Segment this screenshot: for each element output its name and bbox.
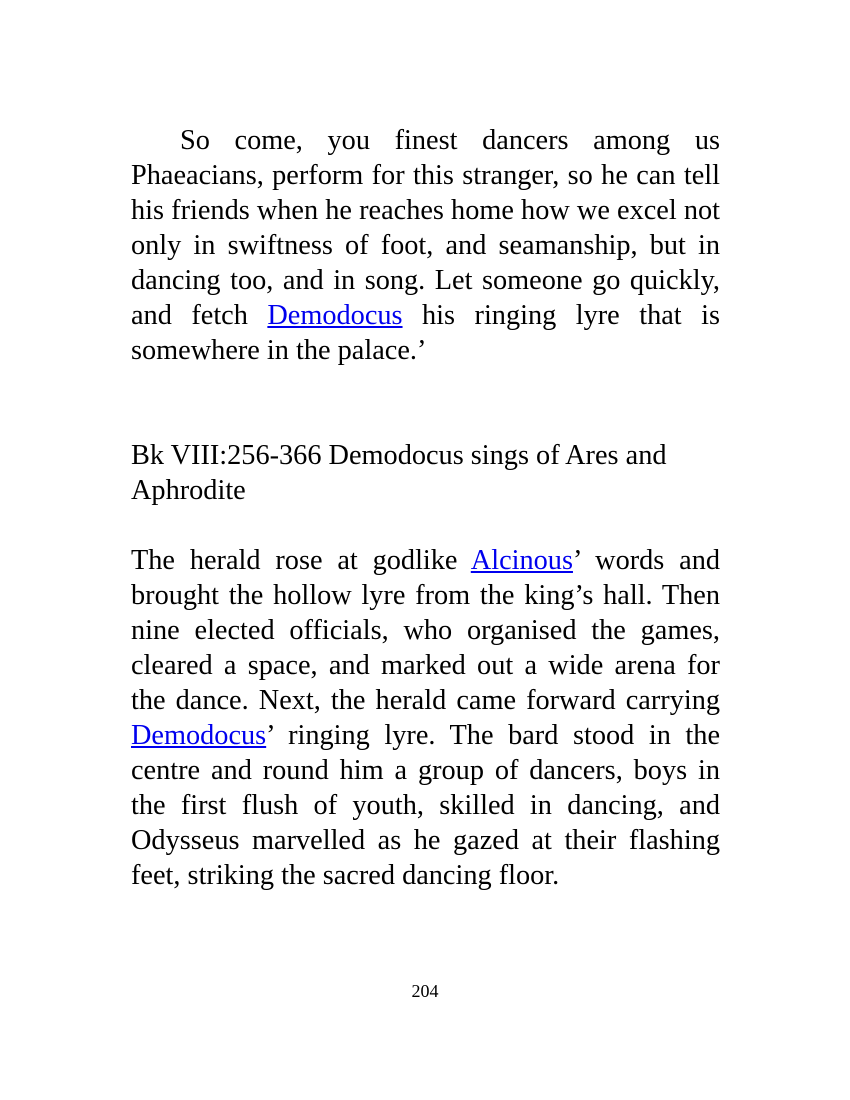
paragraph-text: The herald rose at godlike — [131, 545, 471, 576]
paragraph-narrative — [131, 543, 720, 893]
paragraph-text: So come, you finest dancers among us Phaeacians, perform for this stranger, so he can tell his friends when he reaches home how we excel not only in swiftness of foot, and seamanship, but in dancing too, and in song. Let someone go quickly, and fetch — [131, 125, 720, 331]
link-demodocus[interactable]: Demodocus — [131, 720, 267, 751]
link-demodocus[interactable]: Demodocus — [267, 300, 403, 331]
section-heading: Bk VIII:256-366 Demodocus sings of Ares and Aphrodite — [131, 440, 667, 506]
page-number: 204 — [411, 981, 439, 1001]
link-alcinous[interactable]: Alcinous — [470, 545, 573, 576]
paragraph-text: his ringing lyre that is somewhere in the palace.’ — [131, 300, 720, 366]
paragraph-text: ’ words and brought the hollow lyre from the king’s hall. Then nine elected officials, who organised the games, cleared a space, and marked out a wide arena for the dance. Next, the herald came forward carrying — [131, 545, 720, 716]
paragraph-speech — [131, 123, 720, 368]
paragraph-text: ’ ringing lyre. The bard stood in the centre and round him a group of dancers, boys in the first flush of youth, skilled in dancing, and Odysseus marvelled as he gazed at their flashing feet, striking the sacred dancing floor. — [131, 720, 720, 891]
